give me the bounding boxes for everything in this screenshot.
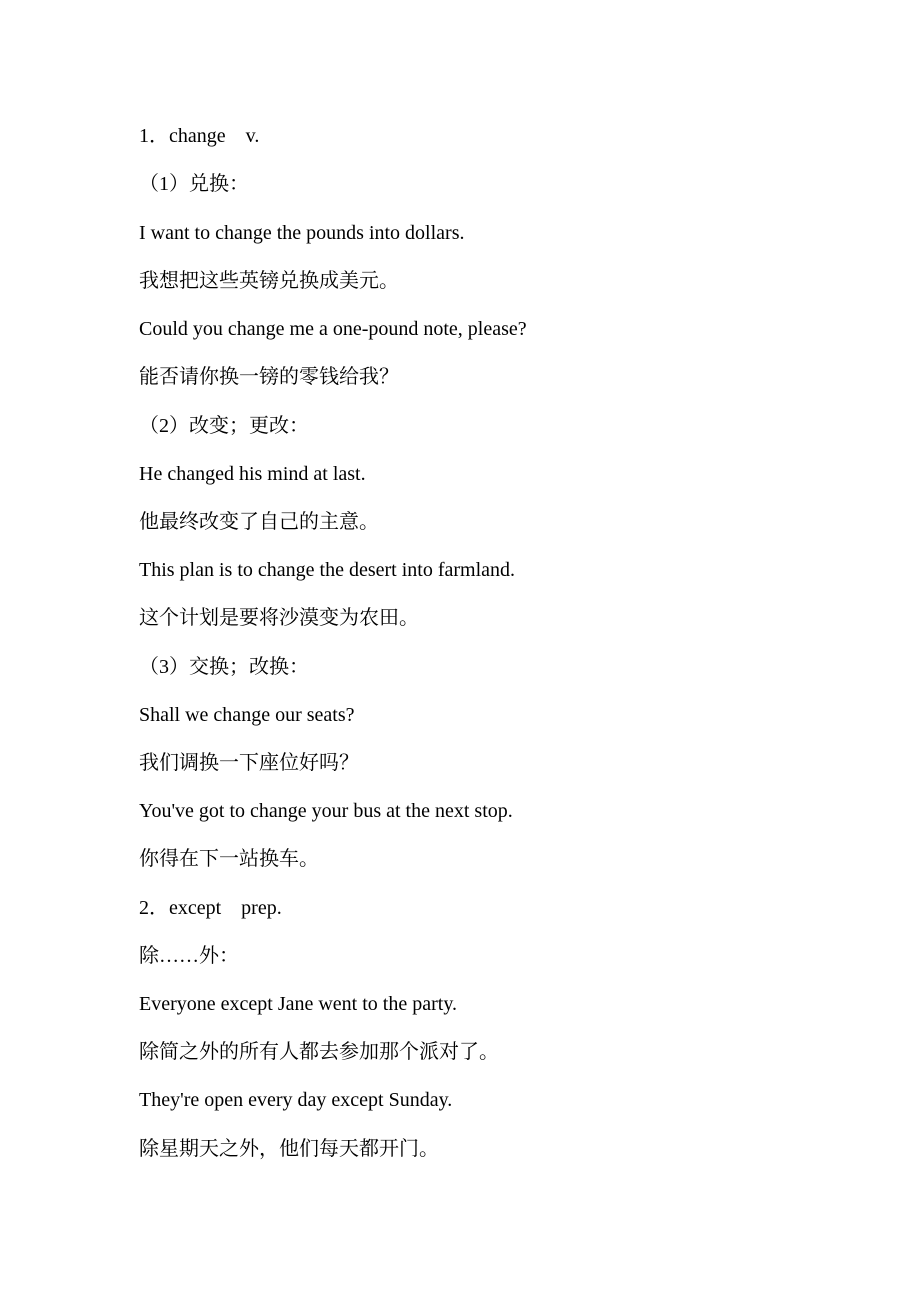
example-chinese: 除简之外的所有人都去参加那个派对了。 bbox=[139, 1041, 499, 1063]
example-chinese: 能否请你换一镑的零钱给我？ bbox=[139, 366, 399, 388]
example-english: This plan is to change the desert into farmland. bbox=[139, 559, 516, 581]
example-english: They're open every day except Sunday. bbox=[139, 1089, 453, 1111]
example-chinese: 我想把这些英镑兑换成美元。 bbox=[139, 270, 399, 292]
sense-heading: 除……外： bbox=[139, 945, 239, 967]
example-english: He changed his mind at last. bbox=[139, 463, 366, 485]
sense-heading: （1）兑换： bbox=[139, 173, 249, 195]
example-chinese: 除星期天之外，他们每天都开门。 bbox=[139, 1138, 439, 1160]
entry-heading-change: 1．change v. bbox=[139, 125, 260, 147]
example-english: Everyone except Jane went to the party. bbox=[139, 993, 458, 1015]
example-chinese: 他最终改变了自己的主意。 bbox=[139, 511, 379, 533]
example-english: Shall we change our seats? bbox=[139, 704, 355, 726]
example-english: Could you change me a one-pound note, please? bbox=[139, 318, 527, 340]
example-english: You've got to change your bus at the next stop. bbox=[139, 800, 513, 822]
example-chinese: 我们调换一下座位好吗？ bbox=[139, 752, 359, 774]
entry-heading-except: 2．except prep. bbox=[139, 897, 282, 919]
example-english: I want to change the pounds into dollars. bbox=[139, 222, 465, 244]
sense-heading: （3）交换；改换： bbox=[139, 656, 309, 678]
sense-heading: （2）改变；更改： bbox=[139, 415, 309, 437]
example-chinese: 这个计划是要将沙漠变为农田。 bbox=[139, 607, 419, 629]
example-chinese: 你得在下一站换车。 bbox=[139, 848, 319, 870]
